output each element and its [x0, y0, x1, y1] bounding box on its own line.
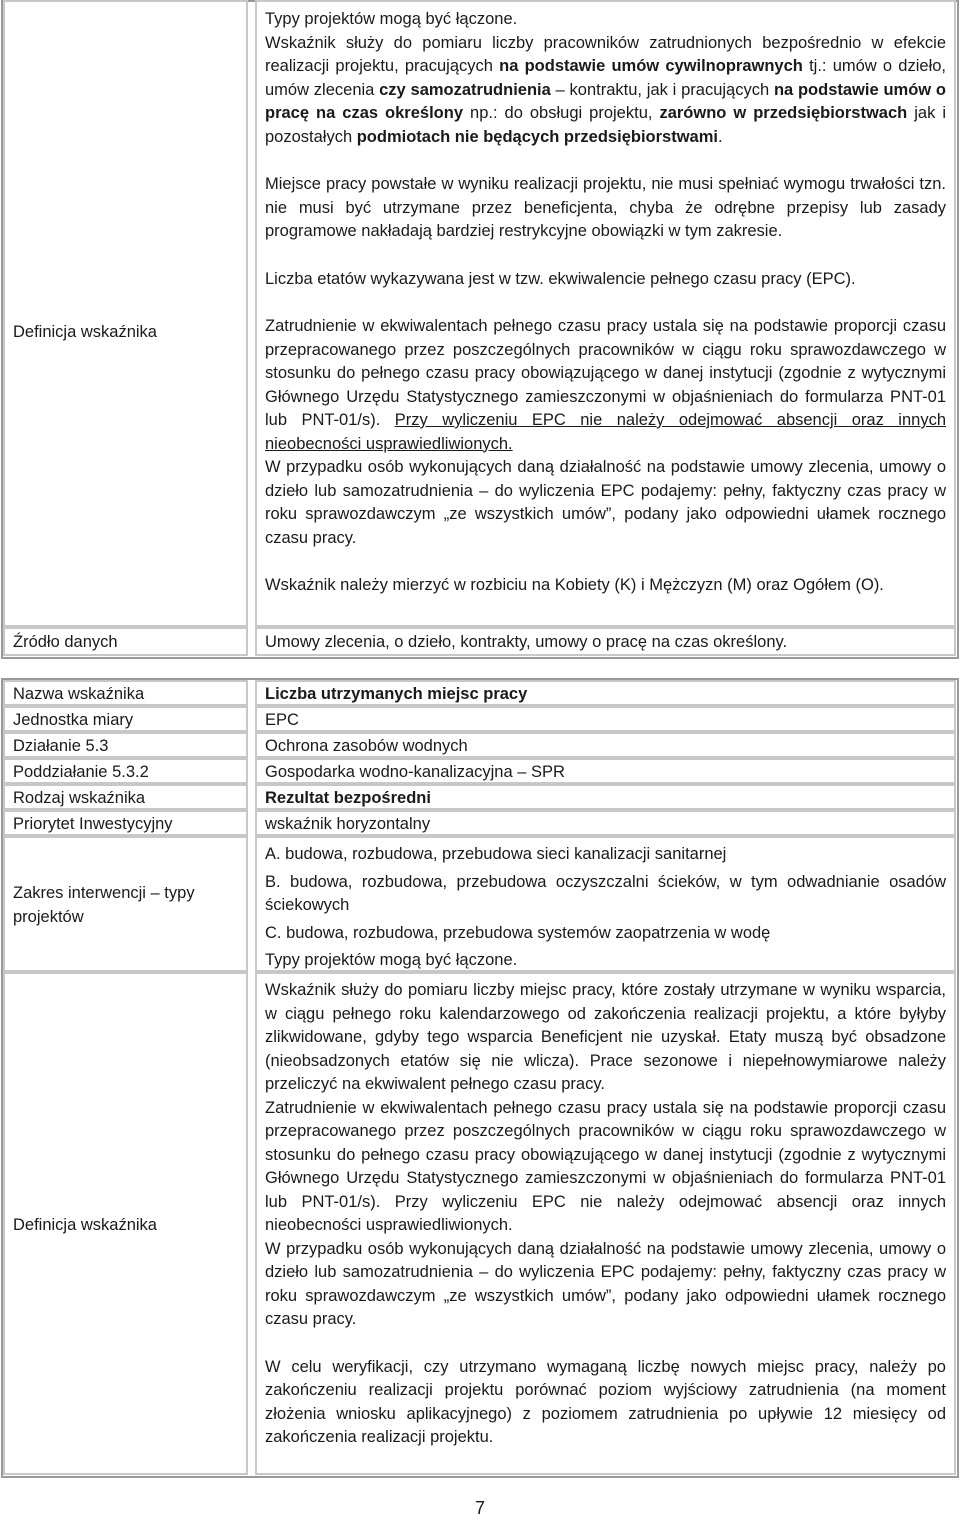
definition-paragraph: W przypadku osób wykonujących daną działalność na podstawie umowy zlecenia, umowy o dzieło lub samozatrudnienia – do wyliczenia EPC podajemy: pełny, faktyczny czas pracy w roku sprawozdawczym „ze wszystkich umów”, podany jako odpowiedni ułamek rocznego czasu pracy. [265, 1239, 946, 1328]
row-label: Nazwa wskaźnika [13, 685, 145, 703]
action-value: Ochrona zasobów wodnych [265, 737, 468, 755]
definition-paragraph: Miejsce pracy powstałe w wyniku realizacji projektu, nie musi spełniać wymogu trwałości tzn. nie musi być utrzymane przez beneficjenta, chyba że odrębne przepisy lub zasady programowe nakładają bardziej restrykcyjne obowiązki w tym zakresie. [265, 175, 946, 240]
row-label-cell [3, 732, 248, 758]
unit-value: EPC [265, 711, 299, 729]
row-label-cell [3, 758, 248, 784]
row-value-cell [255, 758, 956, 784]
scope-label: Zakres interwencji – typy projektów [13, 884, 195, 926]
subaction-value: Gospodarka wodno-kanalizacyjna – SPR [265, 763, 565, 781]
row-label: Jednostka miary [13, 711, 134, 729]
bottom-definition-label: Definicja wskaźnika [13, 1216, 157, 1234]
row-label-cell [3, 784, 248, 810]
source-label: Źródło danych [13, 633, 118, 651]
types-combined-note: Typy projektów mogą być łączone. [265, 10, 518, 28]
scope-item: A. budowa, rozbudowa, przebudowa sieci kanalizacji sanitarnej [265, 845, 727, 863]
row-label: Działanie 5.3 [13, 737, 109, 755]
scope-label-cell [3, 836, 248, 972]
source-label-cell [3, 627, 248, 656]
row-value-cell [255, 706, 956, 732]
top-definition-value-cell [255, 0, 956, 627]
bottom-definition-label-cell [3, 972, 248, 1475]
row-value-cell [255, 784, 956, 810]
row-value-cell [255, 680, 956, 706]
row-label: Rodzaj wskaźnika [13, 789, 146, 807]
source-value: Umowy zlecenia, o dzieło, kontrakty, umowy o pracę na czas określony. [265, 633, 788, 651]
scope-item: B. budowa, rozbudowa, przebudowa oczyszczalni ścieków, w tym odwadnianie osadów ściekowych [265, 872, 946, 914]
definition-paragraph: Zatrudnienie w ekwiwalentach pełnego czasu pracy ustala się na podstawie proporcji czasu przepracowanego przez poszczególnych pracowników w ciągu roku sprawozdawczego w stosunku do pełnego czasu pracy obowiązującego w danej instytucji (zgodnie z wytycznymi Głównego Urzędu Statystycznego zamieszczonymi w objaśnieniach do formularza PNT-01 lub PNT-01/s). Przy wyliczeniu EPC nie należy odejmować absencji oraz innych nieobecności usprawiedliwionych. [265, 317, 947, 453]
row-label-cell [3, 810, 248, 836]
page-number: 7 [474, 1498, 485, 1518]
row-label-cell [3, 706, 248, 732]
scope-item: C. budowa, rozbudowa, przebudowa systemów zaopatrzenia w wodę [265, 923, 771, 942]
definition-paragraph: W przypadku osób wykonujących daną działalność na podstawie umowy zlecenia, umowy o dzieło lub samozatrudnienia – do wyliczenia EPC podajemy: pełny, faktyczny czas pracy w roku sprawozdawczym „ze wszystkich umów”, podany jako odpowiedni ułamek rocznego czasu pracy. [265, 458, 946, 547]
top-definition-label-cell [3, 0, 248, 627]
row-label: Poddziałanie 5.3.2 [13, 763, 149, 781]
top-definition-text [265, 8, 946, 598]
scope-list [265, 843, 946, 973]
definition-paragraph: Zatrudnienie w ekwiwalentach pełnego czasu pracy ustala się na podstawie proporcji czasu przepracowanego przez poszczególnych pracowników w ciągu roku sprawozdawczego w stosunku do pełnego czasu pracy obowiązującego w danej instytucji (zgodnie z wytycznymi Głównego Urzędu Statystycznego zamieszczonymi w objaśnieniach do formularza PNT-01 lub PNT-01/s). Przy wyliczeniu EPC nie należy odejmować absencji oraz innych nieobecności usprawiedliwionych. [265, 1098, 946, 1234]
definition-paragraph: Wskaźnik służy do pomiaru liczby miejsc pracy, które zostały utrzymane w wyniku wsparcia, w ciągu pełnego roku kalendarzowego od zakończenia realizacji projektu, a które byłyby zlikwidowane, gdyby tego wsparcia Beneficjent nie uzyskał. Etaty muszą być obsadzone (nieobsadzonych etatów się nie wlicza). Prace sezonowe i niepełnowymiarowe należy przeliczyć na ekwiwalent pełnego czasu pracy. [265, 981, 946, 1093]
scope-item: Typy projektów mogą być łączone. [265, 951, 518, 969]
scope-value-cell [255, 836, 956, 972]
priority-value: wskaźnik horyzontalny [265, 815, 431, 833]
source-value-cell [255, 627, 956, 656]
indicator-type-value: Rezultat bezpośredni [265, 789, 431, 807]
row-label-cell [3, 680, 248, 706]
definition-paragraph: Wskaźnik służy do pomiaru liczby pracowników zatrudnionych bezpośrednio w efekcie realizacji projektu, pracujących na podstawie umów cywilnoprawnych tj.: umów o dzieło, umów zlecenia czy samozatrudnienia – kontraktu, jak i pracujących na podstawie umów o pracę na czas określony np.: do obsługi projektu, zarówno w przedsiębiorstwach jak i pozostałych podmiotach nie będących przedsiębiorstwami. [265, 33, 947, 146]
definition-paragraph: Liczba etatów wykazywana jest w tzw. ekwiwalencie pełnego czasu pracy (EPC). [265, 269, 856, 288]
row-label: Priorytet Inwestycyjny [13, 815, 173, 833]
indicator-name: Liczba utrzymanych miejsc pracy [265, 685, 528, 703]
definition-paragraph: W celu weryfikacji, czy utrzymano wymaganą liczbę nowych miejsc pracy, należy po zakończeniu realizacji projektu porównać poziom wyjściowy zatrudnienia (na moment złożenia wniosku aplikacyjnego) z poziomem zatrudnienia po upływie 12 miesięcy od zakończenia realizacji projektu. [265, 1357, 946, 1446]
definition-paragraph: Wskaźnik należy mierzyć w rozbiciu na Kobiety (K) i Mężczyzn (M) oraz Ogółem (O). [265, 576, 884, 594]
row-value-cell [255, 810, 956, 836]
top-definition-label: Definicja wskaźnika [13, 323, 157, 341]
row-value-cell [255, 732, 956, 758]
bottom-definition-value-cell [255, 972, 956, 1475]
bottom-definition-text [265, 979, 946, 1450]
